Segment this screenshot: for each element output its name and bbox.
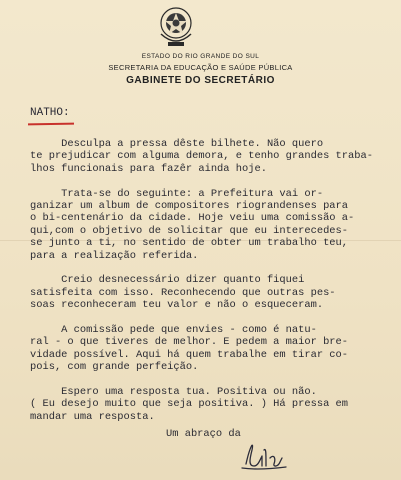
paragraph-line: A comissão pede que envies - como é natu-	[30, 324, 317, 337]
letterhead-office: GABINETE DO SECRETÁRIO	[126, 75, 275, 86]
paragraph-line: para a realização referida.	[30, 249, 199, 262]
paragraph-line: satisfeita com isso. Reconhecendo que outras pes-	[30, 286, 336, 299]
paragraph-line: o bi-centenário da cidade. Hoje veiu uma comissão a-	[30, 212, 355, 225]
paragraph-line: te prejudicar com alguma demora, e tenho grandes traba-	[30, 150, 373, 163]
signature	[240, 436, 290, 472]
paragraph-line: mandar uma resposta.	[30, 410, 155, 423]
paragraph	[30, 274, 395, 311]
paragraph-line: vidade possível. Aqui há quem trabalhe em tirar co-	[30, 348, 349, 361]
salutation-underline	[28, 123, 74, 126]
paragraph-line: Trata-se do seguinte: a Prefeitura vai or-	[30, 187, 324, 200]
paragraph-line: Creio desnecessário dizer quanto fiquei	[30, 274, 305, 287]
paragraph-line: ( Eu desejo muito que seja positiva. ) Há pressa em	[30, 398, 349, 411]
paragraph-line: lhos funcionais para fazêr ainda hoje.	[30, 162, 267, 175]
paragraph	[30, 188, 395, 262]
paragraph-line: Desculpa a pressa dêste bilhete. Não quero	[30, 138, 324, 150]
paragraph-line: ganizar um album de compositores riograndenses para	[30, 200, 349, 213]
coat-of-arms-icon	[156, 4, 196, 50]
paragraph-line: se junto a ti, no sentido de obter um trabalho teu,	[30, 237, 349, 250]
letterhead-state: ESTADO DO RIO GRANDE DO SUL	[141, 53, 260, 60]
paragraph-line: pois, com grande perfeição.	[30, 361, 199, 374]
paragraph-line: Espero uma resposta tua. Positiva ou não.	[30, 386, 317, 399]
closing: Um abraço da	[166, 428, 241, 440]
salutation: NATHO:	[30, 107, 70, 119]
paragraph-line: qui,com o objetivo de solicitar que eu interecedes-	[30, 224, 349, 237]
paragraph	[30, 138, 395, 175]
paragraph	[30, 324, 395, 374]
letterhead-department: SECRETARIA DA EDUCAÇÃO E SAÚDE PÚBLICA	[108, 63, 293, 72]
paragraph-line: soas reconheceram teu valor e não o esqueceram.	[30, 299, 324, 312]
paragraph	[30, 386, 395, 423]
paragraph-line: ral - o que tiveres de melhor. E pedem a maior bre-	[30, 336, 349, 349]
letter-body	[30, 138, 395, 436]
